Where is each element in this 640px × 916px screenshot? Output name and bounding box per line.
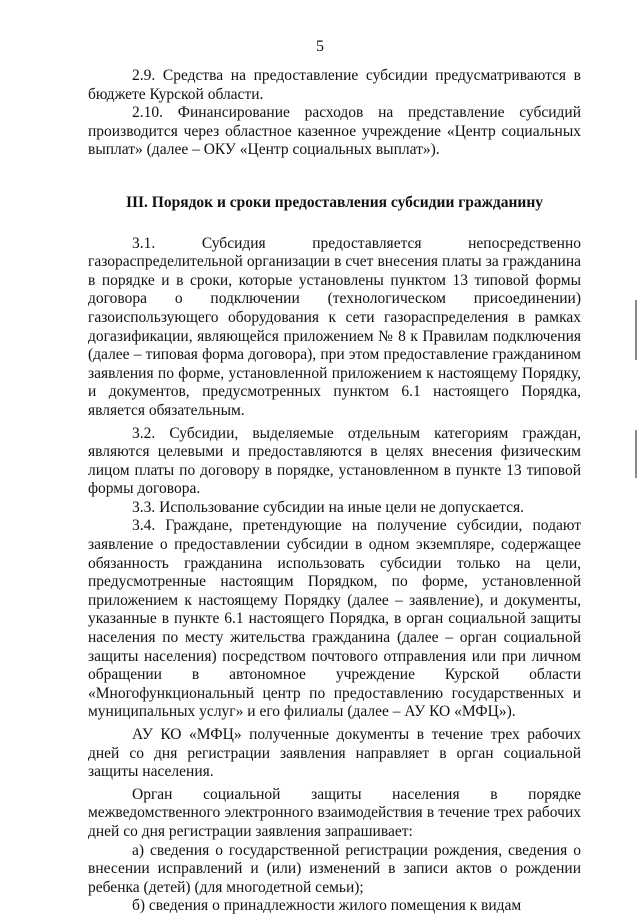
- paragraph-social-protection: Орган социальной защиты населения в порядке межведомственного электронного взаимодействия в течение трех рабочих дней со дня регистрации заявления запрашивает:: [88, 785, 581, 840]
- list-item-b: б) сведения о принадлежности жилого помещения к видам: [132, 897, 522, 915]
- paragraph-2-10: 2.10. Финансирование расходов на представление субсидий производится через областное казенное учреждение «Центр социальных выплат» (далее – ОКУ «Центр социальных выплат»).: [88, 104, 581, 159]
- scan-edge-mark: [635, 430, 637, 478]
- list-item-a: а) сведения о государственной регистрации рождения, сведения о внесении исправлений и (или) изменений в записи актов о рождении ребенка (детей) (для многодетной семьи);: [88, 841, 581, 896]
- page-number: 5: [316, 38, 324, 55]
- section-heading: III. Порядок и сроки предоставления субсидии гражданину: [125, 193, 544, 211]
- scan-edge-mark: [635, 300, 637, 360]
- paragraph-2-9: 2.9. Средства на предоставление субсидии предусматриваются в бюджете Курской области.: [88, 67, 581, 103]
- paragraph-3-3: 3.3. Использование субсидии на иные цели не допускается.: [132, 498, 524, 516]
- paragraph-3-4: 3.4. Граждане, претендующие на получение субсидии, подают заявление о предоставлении субсидии в одном экземпляре, содержащее обязанность гражданина использовать субсидии только на цели, предусмотренные настоящим Порядком, по форме, установленной приложением к настоящему Порядку (далее – заявление), и документы, указанные в пункте 6.1 настоящего Порядка, в орган социальной защиты населения по месту жительства гражданина (далее – орган социальной защиты населения) посредством почтового отправления или при личном обращении в автономное учреждение Курской области «Многофункциональный центр по предоставлению государственных и муниципальных услуг» и его филиалы (далее – АУ КО «МФЦ»).: [88, 517, 581, 721]
- paragraph-mfc: АУ КО «МФЦ» полученные документы в течение трех рабочих дней со дня регистрации заявления направляет в орган социальной защиты населения.: [88, 726, 581, 781]
- document-body: [88, 67, 581, 916]
- paragraph-3-2: 3.2. Субсидии, выделяемые отдельным категориям граждан, являются целевыми и предоставляются в целях внесения физическим лицом платы по договору в порядке, установленном в пункте 13 типовой формы договора.: [88, 424, 581, 498]
- paragraph-3-1: 3.1. Субсидия предоставляется непосредственно газораспределительной организации в счет внесения платы за гражданина в порядке и в сроки, которые установлены пунктом 13 типовой формы договора о подключении (технологическом присоединении) газоиспользующего оборудования к сети газораспределения в рамках догазификации, являющейся приложением № 8 к Правилам подключения (далее – типовая форма договора), при этом предоставление гражданином заявления по форме, установленной приложением к настоящему Порядку, и документов, предусмотренных пунктом 6.1 настоящего Порядка, является обязательным.: [88, 234, 581, 419]
